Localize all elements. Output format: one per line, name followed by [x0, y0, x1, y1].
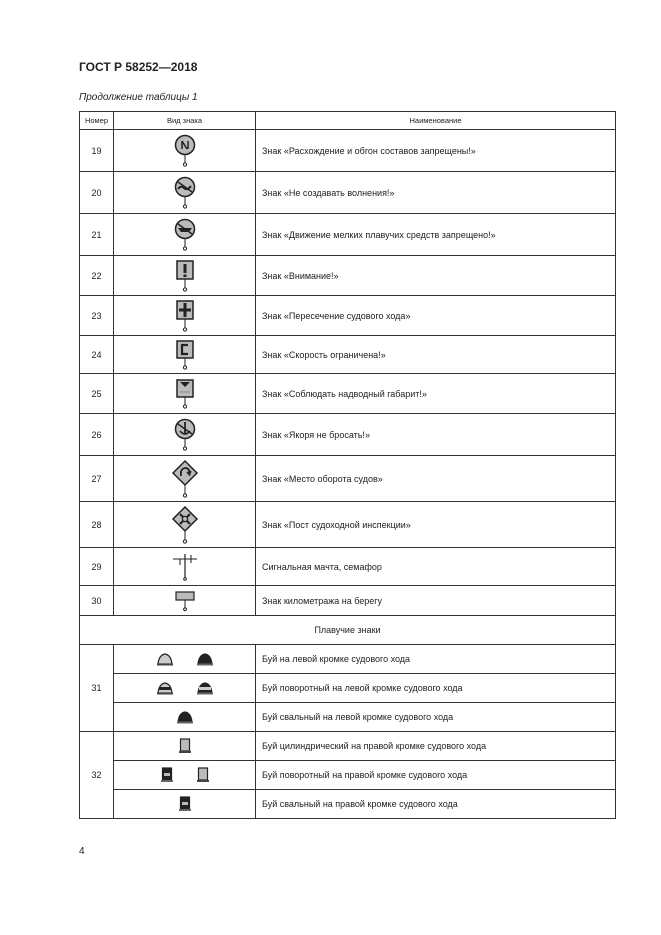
sign-name: Знак «Пост судоходной инспекции» — [256, 502, 616, 548]
signs-table — [79, 111, 616, 819]
can-buoy-dark-icon — [160, 767, 174, 783]
table-row — [80, 456, 616, 502]
table-row — [80, 732, 616, 761]
bell-buoy-banded-icon — [156, 681, 174, 695]
row-number: 29 — [80, 548, 114, 586]
table-row — [80, 414, 616, 456]
row-number: 24 — [80, 336, 114, 374]
diamond-inspection-icon — [170, 505, 200, 545]
signal-mast-icon — [170, 553, 200, 581]
sign-name: Знак «Пересечение судового хода» — [256, 296, 616, 336]
table-row — [80, 502, 616, 548]
table-header-row — [80, 112, 616, 130]
sign-name: Буй поворотный на правой кромке судового хода — [256, 761, 616, 790]
sign-name: Буй цилиндрический на правой кромке судового хода — [256, 732, 616, 761]
table-row — [80, 790, 616, 819]
clearance-square-icon — [173, 378, 197, 410]
sign-name: Буй на левой кромке судового хода — [256, 645, 616, 674]
bell-buoy-light-icon — [156, 652, 174, 666]
section-row — [80, 616, 616, 645]
table-row — [80, 296, 616, 336]
sign-name: Сигнальная мачта, семафор — [256, 548, 616, 586]
row-number: 21 — [80, 214, 114, 256]
standard-title: ГОСТ Р 58252—2018 — [79, 60, 198, 74]
sign-name: Знак «Соблюдать надводный габарит!» — [256, 374, 616, 414]
diamond-turning-icon — [170, 459, 200, 499]
row-number: 20 — [80, 172, 114, 214]
sign-name: Буй свальный на правой кромке судового хода — [256, 790, 616, 819]
table-row — [80, 336, 616, 374]
sign-name: Знак километража на берегу — [256, 586, 616, 616]
row-number: 25 — [80, 374, 114, 414]
circle-no-overtaking-icon — [173, 134, 197, 168]
sign-name: Знак «Движение мелких плавучих средств запрещено!» — [256, 214, 616, 256]
row-number: 22 — [80, 256, 114, 296]
crossing-square-icon — [173, 299, 197, 333]
circle-no-waves-icon — [173, 176, 197, 210]
column-header-sign: Вид знака — [114, 112, 256, 130]
row-number: 26 — [80, 414, 114, 456]
bell-buoy-dark-icon — [176, 710, 194, 724]
column-header-name: Наименование — [256, 112, 616, 130]
can-buoy-dark-icon — [178, 796, 192, 812]
table-caption: Продолжение таблицы 1 — [79, 92, 198, 103]
group-number: 31 — [80, 645, 114, 732]
row-number: 28 — [80, 502, 114, 548]
sign-name: Знак «Расхождение и обгон составов запрещены!» — [256, 130, 616, 172]
table-row — [80, 645, 616, 674]
row-number: 27 — [80, 456, 114, 502]
sign-name: Знак «Не создавать волнения!» — [256, 172, 616, 214]
bell-buoy-dark-icon — [196, 652, 214, 666]
table-row — [80, 586, 616, 616]
circle-no-small-craft-icon — [173, 218, 197, 252]
sign-name: Знак «Внимание!» — [256, 256, 616, 296]
can-buoy-light-icon — [178, 738, 192, 754]
bell-buoy-banded-dark-icon — [196, 681, 214, 695]
attention-square-icon — [173, 259, 197, 293]
kilometer-board-icon — [173, 590, 197, 612]
section-title: Плавучие знаки — [80, 616, 616, 645]
table-row — [80, 674, 616, 703]
table-row — [80, 130, 616, 172]
page-number: 4 — [79, 846, 85, 857]
table-row — [80, 256, 616, 296]
table-row — [80, 703, 616, 732]
sign-name: Знак «Якоря не бросать!» — [256, 414, 616, 456]
table-row — [80, 214, 616, 256]
sign-name: Знак «Скорость ограничена!» — [256, 336, 616, 374]
table-row — [80, 761, 616, 790]
row-number: 23 — [80, 296, 114, 336]
circle-no-anchor-icon — [173, 418, 197, 452]
table-row — [80, 172, 616, 214]
speed-limit-square-icon — [173, 339, 197, 371]
can-buoy-light-icon — [196, 767, 210, 783]
table-row — [80, 374, 616, 414]
row-number: 30 — [80, 586, 114, 616]
column-header-number: Номер — [80, 112, 114, 130]
group-number: 32 — [80, 732, 114, 819]
table-row — [80, 548, 616, 586]
row-number: 19 — [80, 130, 114, 172]
sign-name: Знак «Место оборота судов» — [256, 456, 616, 502]
sign-name: Буй поворотный на левой кромке судового хода — [256, 674, 616, 703]
sign-name: Буй свальный на левой кромке судового хода — [256, 703, 616, 732]
